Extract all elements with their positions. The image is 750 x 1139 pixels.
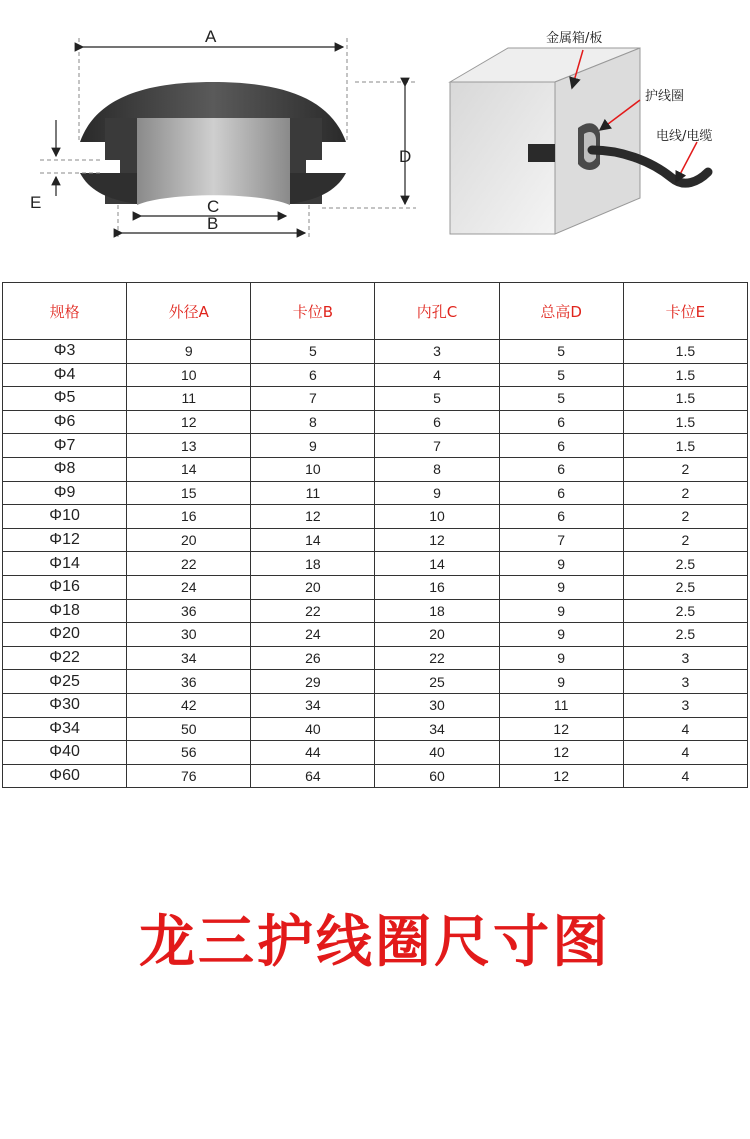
grommet-section-drawing: [30, 27, 416, 240]
table-cell-outer-diameter-a: 16: [127, 505, 251, 529]
table-cell-slot-e: 4: [623, 741, 747, 765]
table-cell-slot-e: 4: [623, 717, 747, 741]
table-row: [3, 457, 748, 481]
table-row: [3, 575, 748, 599]
table-cell-spec: Φ14: [3, 552, 127, 576]
table-cell-inner-hole-c: 6: [375, 410, 499, 434]
table-cell-slot-e: 2.5: [623, 575, 747, 599]
table-cell-total-height-d: 9: [499, 552, 623, 576]
table-row: [3, 387, 748, 411]
table-cell-spec: Φ34: [3, 717, 127, 741]
table-cell-slot-e: 4: [623, 764, 747, 788]
dimension-table: [2, 282, 748, 788]
table-row: [3, 481, 748, 505]
table-cell-spec: Φ5: [3, 387, 127, 411]
table-cell-total-height-d: 6: [499, 481, 623, 505]
table-cell-total-height-d: 5: [499, 340, 623, 364]
table-cell-inner-hole-c: 7: [375, 434, 499, 458]
table-cell-inner-hole-c: 8: [375, 457, 499, 481]
table-cell-outer-diameter-a: 42: [127, 693, 251, 717]
table-row: [3, 505, 748, 529]
table-cell-slot-e: 2.5: [623, 552, 747, 576]
table-cell-inner-hole-c: 60: [375, 764, 499, 788]
table-cell-spec: Φ18: [3, 599, 127, 623]
table-cell-total-height-d: 5: [499, 387, 623, 411]
label-d: D: [399, 147, 412, 166]
table-cell-inner-hole-c: 9: [375, 481, 499, 505]
table-cell-slot-e: 2.5: [623, 623, 747, 647]
table-cell-total-height-d: 12: [499, 741, 623, 765]
table-cell-outer-diameter-a: 10: [127, 363, 251, 387]
table-row: [3, 552, 748, 576]
label-metal-box: 金属箱/板: [546, 31, 603, 46]
table-cell-slot-e: 2.5: [623, 599, 747, 623]
table-cell-outer-diameter-a: 36: [127, 670, 251, 694]
table-cell-inner-hole-c: 12: [375, 528, 499, 552]
table-cell-outer-diameter-a: 9: [127, 340, 251, 364]
table-row: [3, 693, 748, 717]
table-cell-inner-hole-c: 3: [375, 340, 499, 364]
table-cell-outer-diameter-a: 22: [127, 552, 251, 576]
table-cell-slot-b: 5: [251, 340, 375, 364]
table-cell-inner-hole-c: 4: [375, 363, 499, 387]
table-body: [3, 340, 748, 788]
label-cable: 电线/电缆: [656, 129, 713, 144]
table-cell-inner-hole-c: 10: [375, 505, 499, 529]
table-cell-slot-e: 1.5: [623, 387, 747, 411]
label-e: E: [30, 193, 42, 212]
table-row: [3, 623, 748, 647]
table-cell-outer-diameter-a: 13: [127, 434, 251, 458]
table-cell-slot-b: 40: [251, 717, 375, 741]
table-cell-inner-hole-c: 20: [375, 623, 499, 647]
table-cell-outer-diameter-a: 11: [127, 387, 251, 411]
table-row: [3, 363, 748, 387]
table-cell-outer-diameter-a: 14: [127, 457, 251, 481]
table-cell-slot-b: 29: [251, 670, 375, 694]
table-cell-outer-diameter-a: 76: [127, 764, 251, 788]
table-cell-spec: Φ20: [3, 623, 127, 647]
dimension-figure: [0, 0, 750, 260]
table-row: [3, 340, 748, 364]
table-cell-spec: Φ8: [3, 457, 127, 481]
table-row: [3, 410, 748, 434]
table-cell-slot-b: 6: [251, 363, 375, 387]
table-cell-spec: Φ9: [3, 481, 127, 505]
table-cell-spec: Φ12: [3, 528, 127, 552]
table-cell-slot-e: 3: [623, 693, 747, 717]
table-cell-total-height-d: 9: [499, 623, 623, 647]
table-cell-slot-b: 22: [251, 599, 375, 623]
table-cell-slot-b: 8: [251, 410, 375, 434]
table-row: [3, 528, 748, 552]
table-cell-slot-b: 14: [251, 528, 375, 552]
table-cell-inner-hole-c: 18: [375, 599, 499, 623]
table-cell-spec: Φ25: [3, 670, 127, 694]
table-cell-total-height-d: 9: [499, 599, 623, 623]
column-header-spec: 规格: [3, 283, 127, 340]
table-cell-inner-hole-c: 16: [375, 575, 499, 599]
table-cell-total-height-d: 7: [499, 528, 623, 552]
table-cell-outer-diameter-a: 56: [127, 741, 251, 765]
table-cell-total-height-d: 5: [499, 363, 623, 387]
table-cell-spec: Φ40: [3, 741, 127, 765]
table-cell-inner-hole-c: 5: [375, 387, 499, 411]
table-cell-spec: Φ60: [3, 764, 127, 788]
table-cell-slot-b: 34: [251, 693, 375, 717]
table-cell-slot-b: 9: [251, 434, 375, 458]
table-cell-outer-diameter-a: 50: [127, 717, 251, 741]
table-cell-inner-hole-c: 30: [375, 693, 499, 717]
table-cell-slot-e: 2: [623, 457, 747, 481]
table-cell-total-height-d: 9: [499, 575, 623, 599]
table-cell-total-height-d: 9: [499, 670, 623, 694]
table-cell-spec: Φ4: [3, 363, 127, 387]
table-cell-spec: Φ6: [3, 410, 127, 434]
table-cell-outer-diameter-a: 36: [127, 599, 251, 623]
table-cell-slot-b: 64: [251, 764, 375, 788]
label-grommet: 护线圈: [645, 89, 685, 104]
label-a: A: [205, 27, 217, 46]
table-cell-spec: Φ16: [3, 575, 127, 599]
table-cell-outer-diameter-a: 20: [127, 528, 251, 552]
installation-drawing: [450, 30, 712, 234]
table-cell-slot-b: 20: [251, 575, 375, 599]
table-row: [3, 646, 748, 670]
label-b: B: [207, 214, 219, 233]
table-cell-slot-e: 3: [623, 670, 747, 694]
table-cell-slot-b: 26: [251, 646, 375, 670]
table-cell-total-height-d: 12: [499, 764, 623, 788]
table-row: [3, 717, 748, 741]
table-cell-inner-hole-c: 34: [375, 717, 499, 741]
table-row: [3, 670, 748, 694]
table-cell-slot-e: 1.5: [623, 340, 747, 364]
table-cell-total-height-d: 6: [499, 457, 623, 481]
table-cell-total-height-d: 6: [499, 505, 623, 529]
table-cell-inner-hole-c: 25: [375, 670, 499, 694]
table-cell-total-height-d: 11: [499, 693, 623, 717]
table-cell-total-height-d: 12: [499, 717, 623, 741]
column-header-slot-b: 卡位B: [251, 283, 375, 340]
table-cell-slot-b: 7: [251, 387, 375, 411]
table-cell-spec: Φ22: [3, 646, 127, 670]
table-cell-slot-b: 12: [251, 505, 375, 529]
table-cell-inner-hole-c: 40: [375, 741, 499, 765]
table-header-row: [3, 283, 748, 340]
table-cell-slot-e: 1.5: [623, 434, 747, 458]
label-c: C: [207, 197, 220, 216]
table-cell-slot-b: 44: [251, 741, 375, 765]
table-row: [3, 741, 748, 765]
table-cell-slot-e: 1.5: [623, 410, 747, 434]
table-row: [3, 599, 748, 623]
table-cell-slot-b: 10: [251, 457, 375, 481]
table-cell-slot-b: 11: [251, 481, 375, 505]
table-cell-spec: Φ7: [3, 434, 127, 458]
column-header-total-height-d: 总高D: [499, 283, 623, 340]
table-cell-slot-e: 2: [623, 528, 747, 552]
column-header-slot-e: 卡位E: [623, 283, 747, 340]
table-cell-outer-diameter-a: 24: [127, 575, 251, 599]
table-cell-slot-e: 3: [623, 646, 747, 670]
table-cell-total-height-d: 9: [499, 646, 623, 670]
table-cell-slot-e: 2: [623, 505, 747, 529]
page-caption: 龙三护线圈尺寸图: [139, 909, 611, 975]
table-cell-outer-diameter-a: 12: [127, 410, 251, 434]
table-row: [3, 434, 748, 458]
table-cell-outer-diameter-a: 30: [127, 623, 251, 647]
table-cell-total-height-d: 6: [499, 410, 623, 434]
table-cell-outer-diameter-a: 15: [127, 481, 251, 505]
table-cell-slot-b: 24: [251, 623, 375, 647]
table-cell-spec: Φ3: [3, 340, 127, 364]
table-cell-slot-e: 2: [623, 481, 747, 505]
column-header-outer-diameter-a: 外径A: [127, 283, 251, 340]
table-row: [3, 764, 748, 788]
table-cell-slot-e: 1.5: [623, 363, 747, 387]
table-cell-spec: Φ30: [3, 693, 127, 717]
table-cell-total-height-d: 6: [499, 434, 623, 458]
table-cell-spec: Φ10: [3, 505, 127, 529]
column-header-inner-hole-c: 内孔C: [375, 283, 499, 340]
table-cell-outer-diameter-a: 34: [127, 646, 251, 670]
table-cell-inner-hole-c: 14: [375, 552, 499, 576]
table-cell-slot-b: 18: [251, 552, 375, 576]
table-cell-inner-hole-c: 22: [375, 646, 499, 670]
